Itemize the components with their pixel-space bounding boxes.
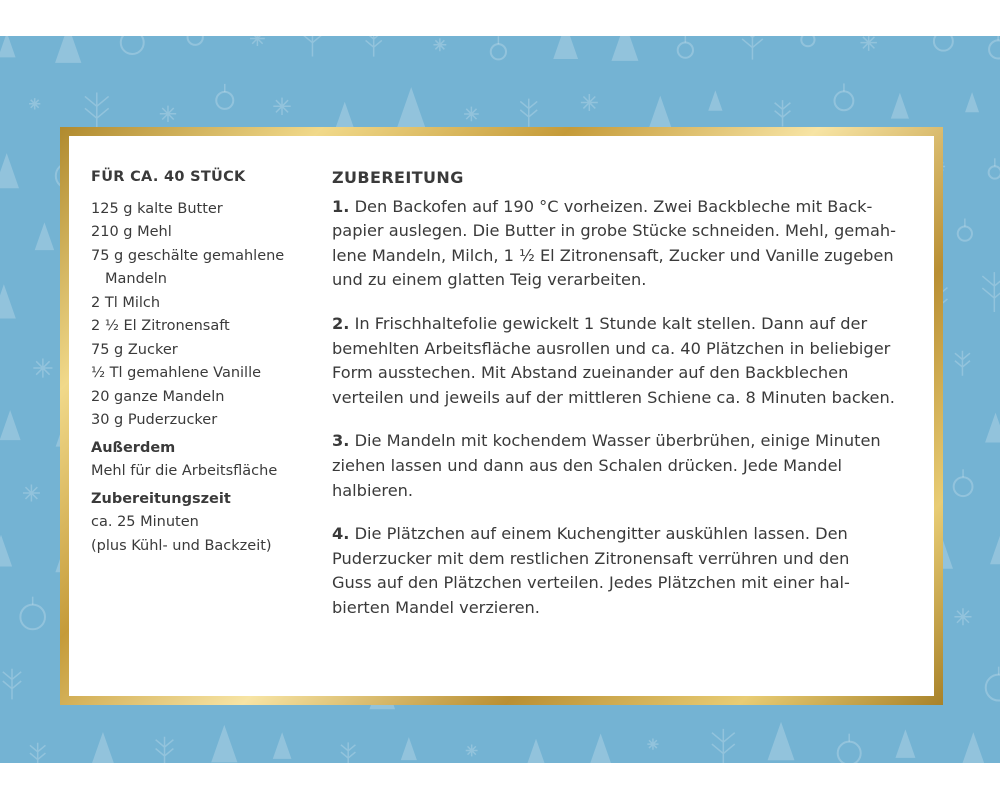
ornament-icon: [216, 92, 233, 109]
branch-icon: [156, 737, 174, 763]
snowflake-icon: [647, 739, 658, 750]
tree-icon: [965, 92, 979, 112]
ingredients-heading: FÜR CA. 40 STÜCK: [91, 169, 246, 185]
tree-icon: [985, 413, 1000, 443]
ingredient-item: 75 g geschälte gemahlene: [91, 247, 285, 264]
step-text: papier auslegen. Die Butter in grobe Stücke schneiden. Mehl, gemah-: [332, 221, 897, 241]
branch-icon: [301, 36, 325, 57]
preparation-column: [332, 166, 922, 640]
ornament-icon: [801, 36, 814, 46]
ornament-icon: [958, 227, 972, 241]
time-line: (plus Kühl- und Backzeit): [91, 537, 272, 554]
tree-icon: [273, 732, 292, 759]
ingredient-item: 30 g Puderzucker: [91, 412, 218, 428]
ingredient-item: 2 ½ El Zitronensaft: [91, 318, 230, 334]
ingredient-item: 20 ganze Mandeln: [91, 388, 225, 405]
branch-icon: [955, 351, 970, 376]
step-text: Form ausstechen. Mit Abstand zueinander auf den Backblechen: [332, 363, 849, 383]
step-text: Guss auf den Plätzchen verteilen. Jedes Plätzchen mit einer hal-: [332, 573, 850, 593]
branch-icon: [742, 36, 763, 60]
time-line: ca. 25 Minuten: [91, 514, 199, 530]
ornament-icon: [188, 36, 203, 45]
tree-icon: [211, 725, 237, 762]
tree-icon: [891, 93, 909, 119]
tree-icon: [895, 729, 915, 758]
ornament-icon: [989, 40, 1000, 58]
snowflake-icon: [433, 38, 446, 51]
step-text: und zu einem glatten Teig verarbeiten.: [332, 270, 647, 290]
snowflake-icon: [860, 36, 876, 51]
step-text: verteilen und jeweils auf der mittleren Schiene ca. 8 Minuten backen.: [332, 387, 895, 407]
snowflake-icon: [250, 36, 265, 46]
step-4: [332, 522, 922, 620]
step-text: Den Backofen auf 190 °C vorheizen. Zwei Backbleche mit Back-: [349, 196, 873, 216]
tree-icon: [990, 532, 1000, 564]
preparation-heading: ZUBEREITUNG: [332, 168, 464, 187]
tree-icon: [708, 90, 722, 110]
ingredient-item: 125 g kalte Butter: [91, 200, 223, 217]
ornament-icon: [954, 477, 973, 496]
step-text: ziehen lassen und dann aus den Schalen drücken. Jede Mandel: [332, 455, 843, 475]
tree-icon: [35, 222, 54, 250]
ornament-icon: [838, 742, 861, 763]
tree-icon: [0, 36, 16, 57]
ingredient-item: ½ Tl gemahlene Vanille: [91, 365, 262, 381]
step-number: 1.: [332, 196, 350, 216]
extra-text: Mehl für die Arbeitsfläche: [91, 463, 278, 479]
branch-icon: [712, 729, 735, 763]
ingredient-item: 75 g Zucker: [91, 341, 178, 358]
branch-icon: [520, 99, 537, 127]
ornament-icon: [491, 44, 506, 59]
ingredient-item: Mandeln: [105, 271, 167, 287]
tree-icon: [0, 284, 16, 318]
tree-icon: [768, 722, 795, 760]
tree-icon: [90, 732, 116, 763]
ornament-icon: [678, 42, 693, 57]
ornament-icon: [986, 675, 1000, 701]
step-text: Die Plätzchen auf einem Kuchengitter auskühlen lassen. Den: [349, 524, 848, 544]
snowflake-icon: [581, 94, 598, 111]
step-number: 4.: [332, 524, 350, 544]
snowflake-icon: [29, 98, 40, 109]
snowflake-icon: [273, 98, 290, 115]
step-2: [332, 312, 922, 410]
ornament-icon: [989, 166, 1000, 178]
tree-icon: [0, 535, 12, 567]
ornament-icon: [121, 36, 144, 54]
extra-heading: Außerdem: [91, 439, 176, 456]
tree-icon: [589, 734, 612, 763]
branch-icon: [366, 36, 382, 57]
ingredients-column: [91, 166, 321, 558]
step-text: bemehlten Arbeitsfläche ausrollen und ca. 40 Plätzchen in beliebiger: [332, 338, 891, 358]
step-text: bierten Mandel verzieren.: [332, 597, 540, 617]
branch-icon: [982, 272, 1000, 312]
branch-icon: [775, 100, 791, 126]
ornament-icon: [934, 36, 953, 51]
step-text: In Frischhaltefolie gewickelt 1 Stunde kalt stellen. Dann auf der: [349, 313, 868, 333]
step-text: Die Mandeln mit kochendem Wasser überbrühen, einige Minuten: [349, 431, 881, 451]
step-number: 3.: [332, 431, 350, 451]
step-text: Puderzucker mit dem restlichen Zitronensaft verrühren und den: [332, 548, 850, 568]
time-heading: Zubereitungszeit: [91, 490, 231, 507]
tree-icon: [611, 36, 638, 61]
step-1: [332, 195, 922, 293]
tree-icon: [0, 153, 19, 188]
ingredient-item: 210 g Mehl: [91, 224, 172, 240]
tree-icon: [961, 732, 986, 763]
tree-icon: [553, 36, 578, 59]
step-3: [332, 429, 922, 503]
tree-icon: [397, 87, 425, 127]
tree-icon: [335, 102, 354, 129]
snowflake-icon: [464, 107, 479, 122]
ornament-icon: [20, 605, 45, 630]
ingredient-item: 2 Tl Milch: [91, 294, 161, 311]
tree-icon: [0, 410, 21, 440]
snowflake-icon: [160, 106, 176, 122]
snowflake-icon: [466, 745, 478, 757]
step-text: halbieren.: [332, 480, 414, 500]
tree-icon: [55, 36, 81, 63]
branch-icon: [341, 742, 355, 763]
snowflake-icon: [23, 485, 40, 502]
step-number: 2.: [332, 313, 350, 333]
step-text: lene Mandeln, Milch, 1 ½ El Zitronensaft, Zucker und Vanille zugeben: [332, 245, 894, 265]
tree-icon: [525, 739, 548, 763]
tree-icon: [401, 737, 417, 760]
snowflake-icon: [954, 608, 971, 625]
branch-icon: [3, 669, 21, 700]
branch-icon: [30, 743, 46, 763]
snowflake-icon: [33, 358, 52, 377]
ornament-icon: [834, 91, 853, 110]
